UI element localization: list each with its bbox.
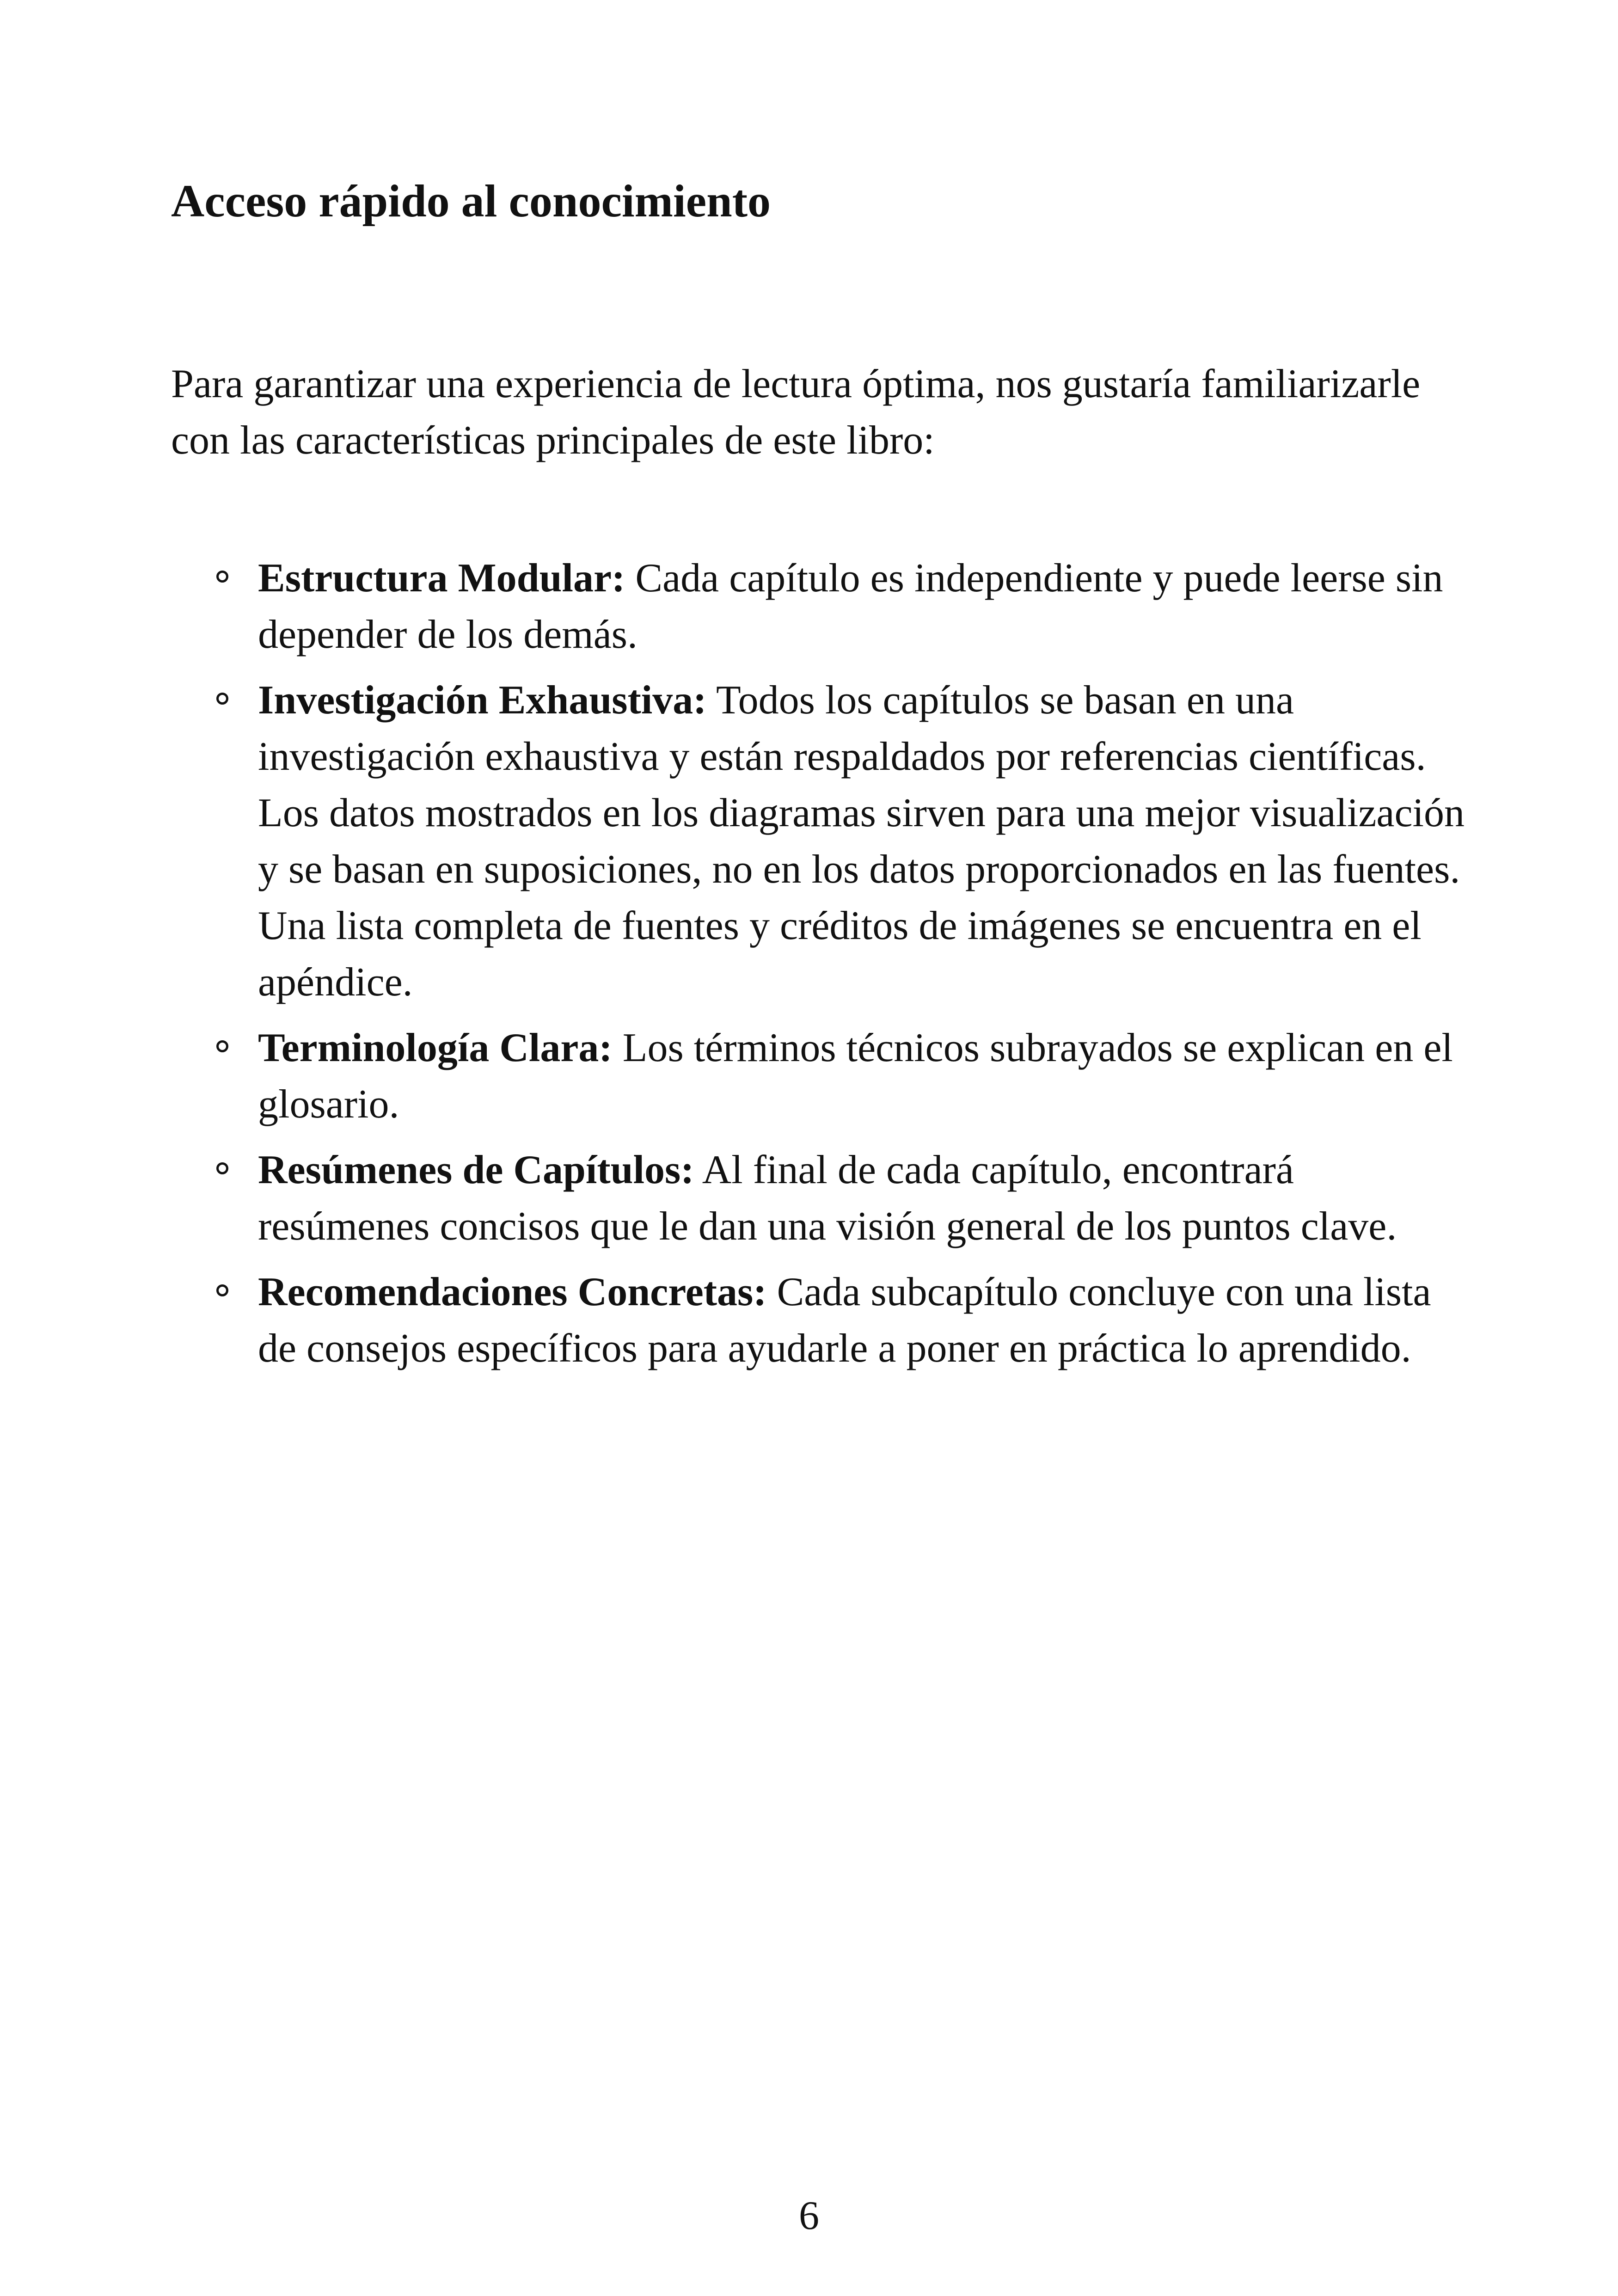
circle-bullet-icon <box>216 693 228 705</box>
circle-bullet-icon <box>216 1284 228 1296</box>
circle-bullet-icon <box>216 1040 228 1052</box>
feature-term: Investigación Exhaustiva: <box>258 678 707 723</box>
page-title: Acceso rápido al conocimiento <box>171 175 771 227</box>
feature-term: Terminología Clara: <box>258 1025 613 1070</box>
feature-description: Al final de cada capítulo, encontrará resúmenes concisos que le dan una visión general de los puntos clave. <box>258 1148 1397 1249</box>
circle-bullet-icon <box>216 1162 228 1174</box>
feature-term: Recomendaciones Concretas: <box>258 1270 767 1314</box>
intro-paragraph: Para garantizar una experiencia de lectura óptima, nos gustaría familiarizarle con las características principales de este libro: <box>171 362 1421 463</box>
feature-list <box>171 550 1465 1386</box>
feature-term: Estructura Modular: <box>258 556 625 601</box>
list-item <box>171 672 1465 1011</box>
feature-description: Cada capítulo es independiente y puede leerse sin depender de los demás. <box>258 556 1443 657</box>
feature-description: Todos los capítulos se basan en una investigación exhaustiva y están respaldados por referencias científicas. Los datos mostrados en los diagramas sirven para una mejor visualización y se basan en suposiciones, no en los datos proporcionados en las fuentes. Una lista completa de fuentes y créditos de imágenes se encuentra en el apéndice. <box>258 678 1465 1005</box>
list-item <box>171 1142 1465 1255</box>
list-item <box>171 1264 1465 1377</box>
feature-description: Los términos técnicos subrayados se explican en el glosario. <box>258 1025 1453 1127</box>
feature-term: Resúmenes de Capítulos: <box>258 1148 694 1192</box>
list-item <box>171 1020 1465 1133</box>
circle-bullet-icon <box>216 571 228 583</box>
feature-description: Cada subcapítulo concluye con una lista de consejos específicos para ayudarle a poner en práctica lo aprendido. <box>258 1270 1431 1371</box>
list-item <box>171 550 1465 663</box>
page-number: 6 <box>799 2193 819 2238</box>
